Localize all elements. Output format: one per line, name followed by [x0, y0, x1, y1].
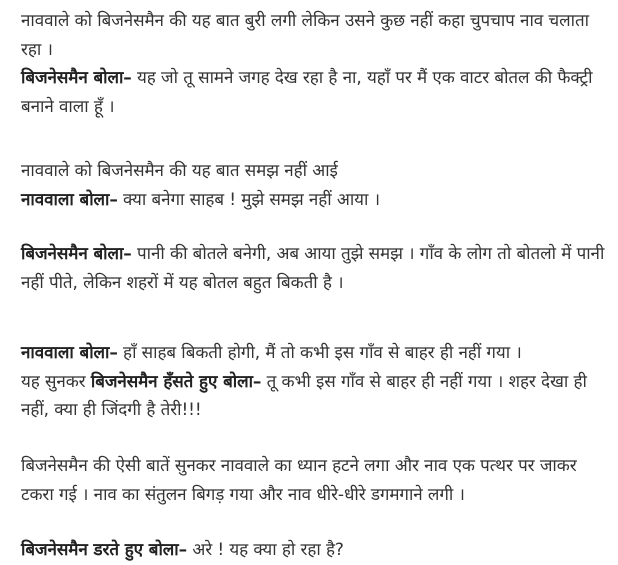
paragraph-5 [21, 452, 611, 509]
paragraph-1 [21, 7, 611, 121]
speaker-label: नाववाला बोला– [21, 189, 118, 210]
dialogue-text: तू कभी इस गाँव से बाहर ही नहीं गया । शहर देखा ही नहीं, क्या ही जिंदगी है तेरी!!! [21, 371, 587, 420]
narration-prefix: यह सुनकर [21, 371, 91, 392]
paragraph-6 [21, 536, 611, 565]
speaker-label: बिजनेसमैन डरते हुए बोला– [21, 540, 188, 560]
dialogue-text: हाँ साहब बिकती होगी, मैं तो कभी इस गाँव से बाहर ही नहीं गया । [117, 343, 522, 363]
dialogue-text: यह जो तू सामने जगह देख रहा है ना, यहाँ पर मैं एक वाटर बोतल की फैक्ट्री बनाने वाला हूँ । [21, 68, 593, 117]
speaker-label: बिजनेसमैन बोला– [21, 68, 132, 88]
paragraph-2 [21, 157, 611, 214]
dialogue-text: अरे ! यह क्या हो रहा है? [187, 540, 344, 560]
narration-text: नाववाले को बिजनेसमैन की यह बात बुरी लगी लेकिन उसने कुछ नहीं कहा चुपचाप नाव चलाता रहा । [21, 11, 589, 60]
narration-text: नाववाले को बिजनेसमैन की यह बात समझ नहीं आई [21, 161, 338, 181]
speaker-label: बिजनेसमैन बोला– [21, 244, 132, 264]
paragraph-4 [21, 339, 611, 425]
speaker-label: नाववाला बोला– [21, 343, 118, 363]
paragraph-3 [21, 240, 611, 297]
dialogue-text: पानी की बोतले बनेगी, अब आया तुझे समझ । गाँव के लोग तो बोतलो में पानी नहीं पीते, लेकिन शहरों में यह बोतल बहुत बिकती है । [21, 244, 605, 293]
narration-text: बिजनेसमैन की ऐसी बातें सुनकर नाववाले का ध्यान हटने लगा और नाव एक पत्थर पर जाकर टकरा गई । नाव का संतुलन बिगड़ गया और नाव धीरे-धीरे डगमगाने लगी । [21, 456, 577, 505]
speaker-label: बिजनेसमैन हँसते हुए बोला– [90, 371, 262, 392]
dialogue-text: क्या बनेगा साहब ! मुझे समझ नहीं आया । [117, 189, 380, 210]
